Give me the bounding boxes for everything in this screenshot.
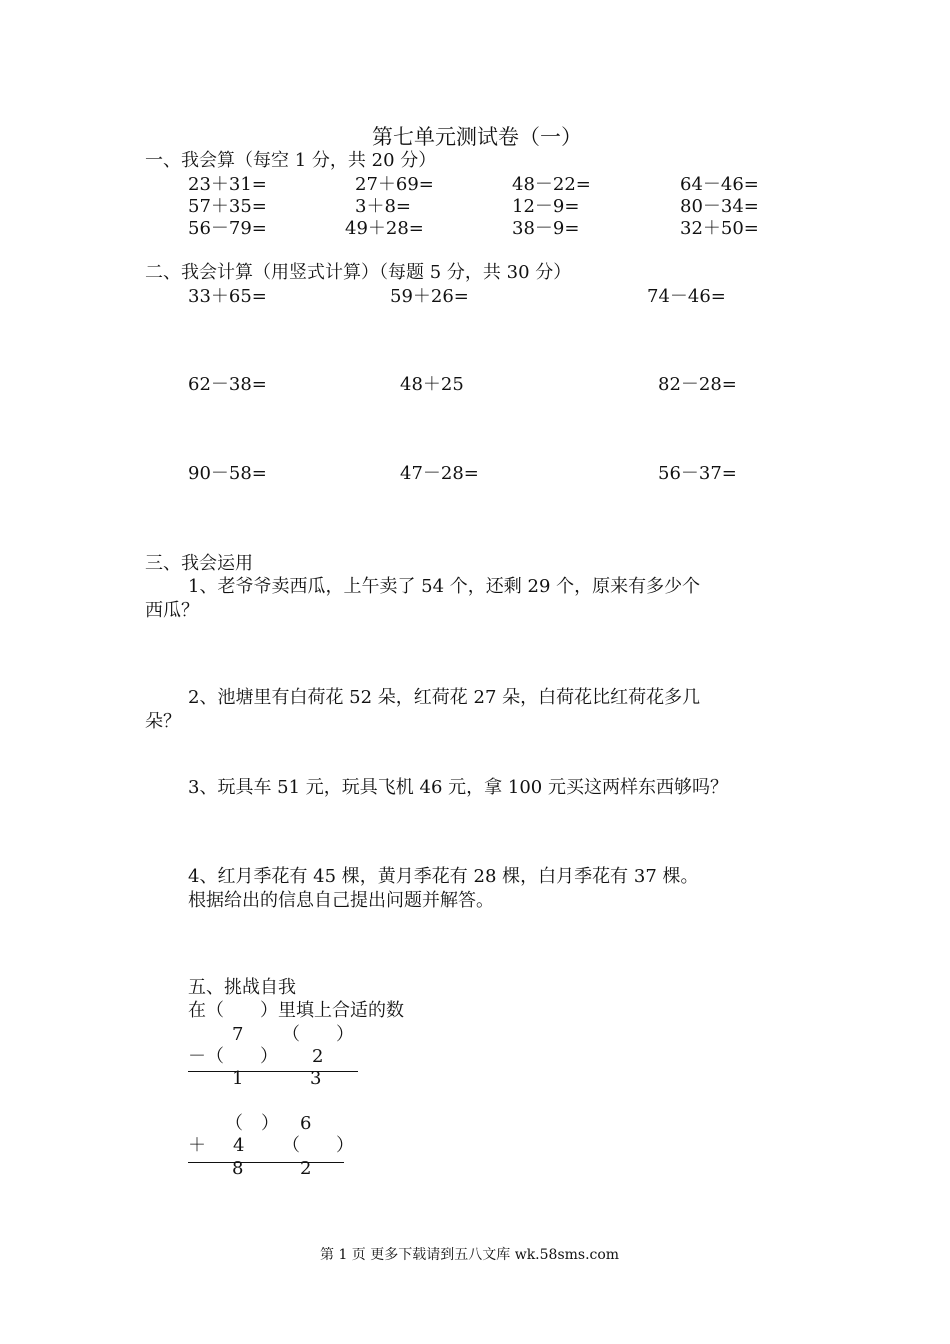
- puzzle1-operator-blank: －（ ）: [188, 1046, 278, 1067]
- puzzle2-digit: 4: [233, 1135, 245, 1156]
- s1-problem: 56－79=: [188, 218, 267, 239]
- s2-problem: 33＋65=: [188, 286, 267, 307]
- s1-problem: 3＋8=: [355, 196, 411, 217]
- puzzle2-result: 8: [232, 1158, 244, 1179]
- word-problem-1: 1、老爷爷卖西瓜，上午卖了 54 个，还剩 29 个，原来有多少个: [188, 576, 701, 597]
- s2-problem: 48＋25: [400, 374, 464, 395]
- puzzle1-digit: 7: [232, 1024, 244, 1045]
- puzzle2-digit: 6: [300, 1113, 312, 1134]
- section1-heading: 一、我会算（每空 1 分，共 20 分）: [145, 150, 437, 171]
- s1-problem: 23＋31=: [188, 174, 267, 195]
- s2-problem: 56－37=: [658, 463, 737, 484]
- s2-problem: 47－28=: [400, 463, 479, 484]
- s1-problem: 80－34=: [680, 196, 759, 217]
- word-problem-2: 2、池塘里有白荷花 52 朵，红荷花 27 朵，白荷花比红荷花多几: [188, 687, 701, 708]
- word-problem-1-cont: 西瓜？: [145, 600, 199, 621]
- s1-problem: 27＋69=: [355, 174, 434, 195]
- s2-problem: 74－46=: [647, 286, 726, 307]
- s1-problem: 48－22=: [512, 174, 591, 195]
- s2-problem: 82－28=: [658, 374, 737, 395]
- s2-problem: 59＋26=: [390, 286, 469, 307]
- word-problem-4: 4、红月季花有 45 棵，黄月季花有 28 棵，白月季花有 37 棵。: [188, 866, 699, 887]
- section5-instruction: 在（ ）里填上合适的数: [188, 1000, 404, 1021]
- word-problem-2-cont: 朵？: [145, 711, 181, 732]
- s2-problem: 62－38=: [188, 374, 267, 395]
- puzzle2-line: [188, 1162, 344, 1163]
- word-problem-3: 3、玩具车 51 元，玩具飞机 46 元，拿 100 元买这两样东西够吗？: [188, 777, 728, 798]
- s1-problem: 57＋35=: [188, 196, 267, 217]
- puzzle1-blank: （ ）: [282, 1024, 354, 1045]
- puzzle2-blank: （ ）: [225, 1113, 279, 1134]
- puzzle2-operator: ＋: [188, 1135, 206, 1156]
- puzzle1-digit: 2: [312, 1046, 324, 1067]
- page-title: 第七单元测试卷（一）: [372, 125, 582, 149]
- puzzle2-blank: （ ）: [282, 1135, 354, 1156]
- s1-problem: 38－9=: [512, 218, 580, 239]
- s1-problem: 64－46=: [680, 174, 759, 195]
- puzzle1-result: 3: [310, 1068, 322, 1089]
- puzzle1-result: 1: [232, 1068, 244, 1089]
- s2-problem: 90－58=: [188, 463, 267, 484]
- s1-problem: 12－9=: [512, 196, 580, 217]
- puzzle1-line: [188, 1071, 358, 1072]
- page-footer: 第 1 页 更多下载请到五八文库 wk.58sms.com: [320, 1247, 620, 1263]
- section3-heading: 三、我会运用: [145, 553, 253, 574]
- s1-problem: 32＋50=: [680, 218, 759, 239]
- word-problem-4-cont: 根据给出的信息自己提出问题并解答。: [188, 890, 494, 911]
- s1-problem: 49＋28=: [345, 218, 424, 239]
- puzzle2-result: 2: [300, 1158, 312, 1179]
- section5-heading: 五、挑战自我: [188, 977, 296, 998]
- section2-heading: 二、我会计算（用竖式计算）（每题 5 分，共 30 分）: [145, 262, 572, 283]
